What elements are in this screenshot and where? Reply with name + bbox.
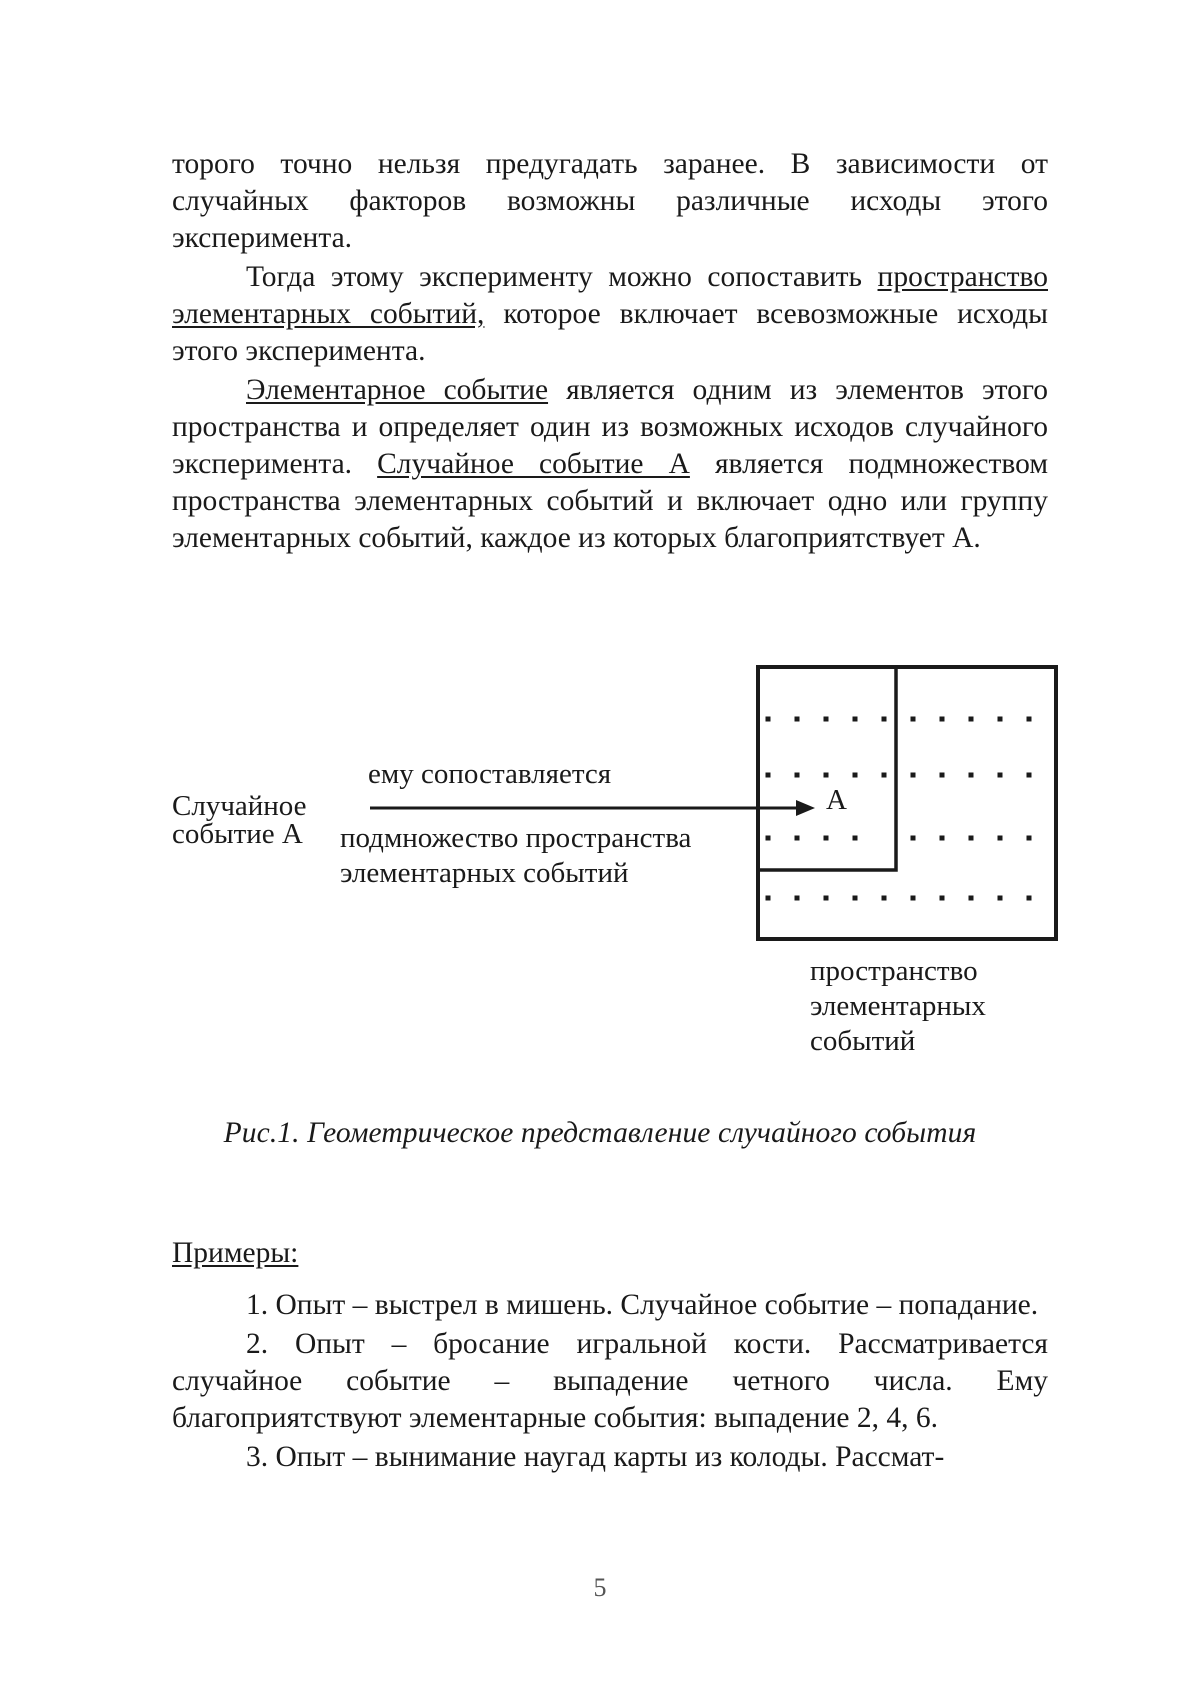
elementary-event-dot — [940, 717, 945, 722]
elementary-event-dot — [795, 773, 800, 778]
examples-heading — [172, 1237, 298, 1270]
elementary-event-dot — [766, 836, 771, 841]
elementary-event-dot — [882, 896, 887, 901]
elementary-event-dot — [795, 896, 800, 901]
elementary-event-dot — [1027, 836, 1032, 841]
arrow-bottom-label-line1: подмножество пространства — [340, 822, 692, 854]
subset-a-label: А — [826, 784, 847, 816]
term-sample-space: пространство элементарных событий, — [172, 261, 1048, 330]
space-label-line1: пространство — [810, 955, 978, 987]
elementary-event-dot — [998, 836, 1003, 841]
paragraph-3-mid: является одним из элементов этого пространства и определяет один из возможных исходов случайного эксперимента. — [172, 374, 1049, 480]
space-label-line2: элементарных — [810, 990, 986, 1022]
paragraph-1: торого точно нельзя предугадать заранее. В зависимости от случайных факторов возможны различные исходы этого эксперимента. — [172, 148, 1048, 254]
elementary-event-dot — [853, 836, 858, 841]
paragraph-2-lead: Тогда этому эксперименту можно сопоставить — [246, 261, 878, 293]
elementary-event-dot — [940, 773, 945, 778]
elementary-event-dot — [853, 896, 858, 901]
elementary-event-dot — [795, 717, 800, 722]
example-3: 3. Опыт – вынимание наугад карты из колоды. Рассмат- — [246, 1441, 945, 1473]
elementary-event-dot — [911, 717, 916, 722]
space-label-line3: событий — [810, 1025, 916, 1057]
elementary-event-dot — [824, 836, 829, 841]
elementary-event-dot — [911, 773, 916, 778]
elementary-event-dot — [911, 836, 916, 841]
arrow-top-label: ему сопоставляется — [368, 758, 612, 790]
term-random-event: Случайное событие А — [377, 448, 690, 480]
paragraph-3-tail: является подмножеством пространства элементарных событий и включает одно или группу элементарных событий, каждое из которых благоприятствует А. — [172, 448, 1049, 554]
paragraph-2-tail: которое включает всевозможные исходы этого эксперимента. — [172, 298, 1048, 367]
elementary-event-dot — [882, 717, 887, 722]
elementary-event-dot — [853, 717, 858, 722]
elementary-event-dot — [969, 773, 974, 778]
elementary-event-dot — [766, 717, 771, 722]
examples-heading-text: Примеры: — [172, 1237, 299, 1269]
random-event-label-line2: событие А — [172, 818, 303, 850]
elementary-event-dot — [1027, 773, 1032, 778]
random-event-label-line1: Случайное — [172, 790, 307, 822]
elementary-event-dot — [940, 896, 945, 901]
mapping-arrow-head — [796, 800, 815, 816]
elementary-event-dot — [998, 773, 1003, 778]
elementary-event-dot — [882, 773, 887, 778]
figure-caption: Рис.1. Геометрическое представление случайного события — [223, 1117, 977, 1149]
elementary-event-dot — [766, 896, 771, 901]
elementary-event-dot — [1027, 717, 1032, 722]
elementary-event-dot — [998, 717, 1003, 722]
elementary-event-dot — [998, 896, 1003, 901]
elementary-event-dot — [969, 836, 974, 841]
elementary-event-dot — [1027, 896, 1032, 901]
example-1: 1. Опыт – выстрел в мишень. Случайное событие – попадание. — [246, 1289, 1039, 1321]
elementary-event-dot — [969, 717, 974, 722]
term-elementary-event: Элементарное событие — [246, 374, 549, 406]
elementary-event-dot — [824, 717, 829, 722]
elementary-event-dot — [853, 773, 858, 778]
examples-list — [172, 1287, 1048, 1478]
elementary-event-dot — [824, 773, 829, 778]
elementary-event-dot — [969, 896, 974, 901]
elementary-event-dot — [911, 896, 916, 901]
example-2: 2. Опыт – бросание игральной кости. Рассматривается случайное событие – выпадение четного числа. Ему благоприятствуют элементарные события: выпадение 2, 4, 6. — [172, 1328, 1048, 1434]
elementary-event-dot — [795, 836, 800, 841]
elementary-event-dot — [940, 836, 945, 841]
arrow-bottom-label-line2: элементарных событий — [340, 857, 629, 889]
elementary-event-dot — [824, 896, 829, 901]
page-number: 5 — [593, 1573, 607, 1602]
elementary-event-dot — [766, 773, 771, 778]
